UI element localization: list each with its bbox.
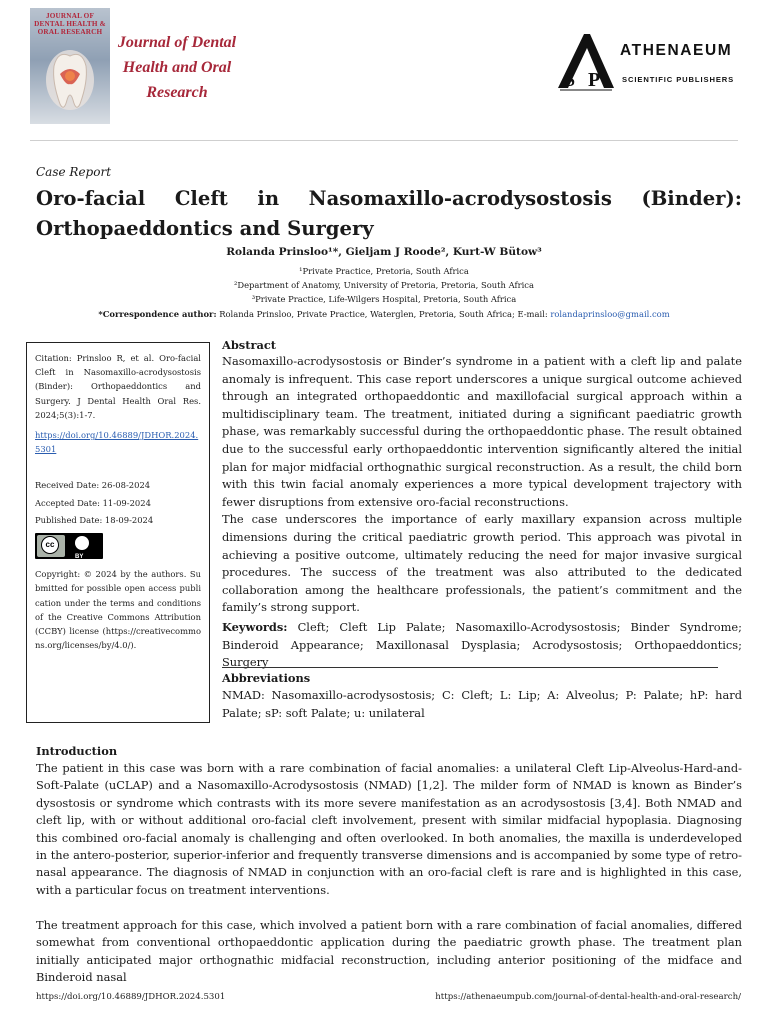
journal-name-line: Journal of Dental <box>117 34 237 51</box>
accepted-date: Accepted Date: 11-09-2024 <box>35 497 151 508</box>
cc-by-label: BY <box>75 554 84 561</box>
correspondence-email-link[interactable]: rolandaprinsloo@gmail.com <box>550 309 670 319</box>
article-title-line: Oro-facial Cleft in Nasomaxillo-acrodysostosis (Binder): <box>36 187 742 210</box>
body-paragraph: The treatment approach for this case, which involved a patient born with a rare combination of facial anomalies, differed somewhat from conventional orthopaeddontic application during the paediatric growth phase. The treatment plan initially anticipated major orthognathic midfacial reconstruction, including anterior positioning of the midface and Binderoid nasal <box>36 918 742 985</box>
received-date: Received Date: 26-08-2024 <box>35 480 151 491</box>
publisher-subtitle: SCIENTIFIC PUBLISHERS <box>622 75 735 84</box>
article-type: Case Report <box>36 165 112 179</box>
author-list: Rolanda Prinsloo¹*, Gieljam J Roode², Kurt-W Bütow³ <box>226 246 542 258</box>
publisher-name: ATHENAEUM <box>620 42 733 59</box>
header-divider <box>30 140 738 141</box>
svg-text:P: P <box>588 69 601 91</box>
cover-title: JOURNAL OF DENTAL HEALTH & ORAL RESEARCH <box>34 12 106 36</box>
abbreviations-text: NMAD: Nasomaxillo-acrodysostosis; C: Cleft; L: Lip; A: Alveolus; P: Palate; hP: hard Palate; sP: soft Palate; u: unilateral <box>222 688 742 720</box>
affiliation: ²Department of Anatomy, University of Pretoria, Pretoria, South Africa <box>234 280 534 290</box>
tooth-illustration <box>30 8 110 124</box>
abstract-body <box>222 353 742 617</box>
abbreviations-divider <box>222 667 718 668</box>
cc-by-badge[interactable] <box>35 533 103 559</box>
article-title-line: Orthopaeddontics and Surgery <box>36 217 374 240</box>
copyright-notice: Copyright: © 2024 by the authors. Submitted for possible open access publication under the terms and conditions of the Creative Commons Attribution (CCBY) license (https://creativecommons.org/licenses/by/4.0/). <box>35 569 201 651</box>
correspondence-text: Rolanda Prinsloo, Private Practice, Waterglen, Pretoria, South Africa; E-mail: <box>216 309 551 319</box>
correspondence-line <box>0 309 768 319</box>
body-paragraph: The patient in this case was born with a rare combination of facial anomalies: a unilateral Cleft Lip-Alveolus-Hard-and-Soft-Palate (uCLAP) and a Nasomaxillo-Acrodysostosis (NMAD) [1,2]. The milder form of NMAD is known as Binder’s dysostosis or syndrome which contrasts with its more severe manifestation as an acrodysostosis [3,4]. Both NMAD and cleft lip, with or without additional oro-facial cleft involvement, present with similar midfacial hypoplasia. Diagnosing this combined oro-facial anomaly is challenging and often overlooked. In both anomalies, the maxilla is underdeveloped in the antero-posterior, superior-inferior and frequently transverse dimensions and is accompanied by some type of retro-nasal appearance. The diagnosis of NMAD in conjunction with an oro-facial cleft is rare and is highlighted in this case, with a particular focus on treatment interventions. <box>36 761 742 897</box>
abstract-paragraph: The case underscores the importance of early maxillary expansion across multiple dimensions during the critical paediatric growth period. This approach was pivotal in achieving a positive outcome, ultimately reducing the need for major invasive surgical procedures. The success of the treatment was also attributed to the dedicated collaboration among the healthcare professionals, the patient’s commitment and the family’s strong support. <box>222 512 742 615</box>
correspondence-label: *Correspondence author: <box>98 309 217 319</box>
svg-text:S: S <box>564 69 576 91</box>
citation-text: Citation: Prinsloo R, et al. Oro-facial Cleft in Nasomaxillo-acrodysostosis (Binder): Orthopaeddontics and Surgery. J Dental Health Oral Res. 2024;5(3):1-7. <box>35 353 201 420</box>
abstract-paragraph: Nasomaxillo-acrodysostosis or Binder’s syndrome in a patient with a cleft lip and palate anomaly is infrequent. This case report underscores a unique surgical outcome achieved through an integrated orthopaeddontic and maxillofacial surgical approach within a multidisciplinary team. The treatment, initiated during a significant paediatric growth phase, was remarkably successful during the orthopaeddontic phase. The result obtained due to the successful early orthopaeddontic intervention significantly altered the initial plan for major midfacial orthognathic surgical reconstruction. As a result, the child born with this twin facial anomaly experiences a more typical development trajectory with fewer disruptions from extensive oro-facial reconstructions. <box>222 354 742 509</box>
journal-name-line: Health and Oral <box>122 59 232 76</box>
introduction-heading: Introduction <box>36 744 118 758</box>
citation-box <box>26 342 210 723</box>
abstract-heading: Abstract <box>222 338 277 352</box>
athenaeum-logo-icon <box>554 30 616 92</box>
journal-cover-image <box>30 8 110 124</box>
doi-link[interactable]: https://doi.org/10.46889/JDHOR.2024.5301 <box>35 430 199 455</box>
cc-icon: cc <box>41 536 59 554</box>
keywords-label: Keywords: <box>222 620 288 634</box>
journal-name-line: Research <box>146 84 208 101</box>
keywords-list: Cleft; Cleft Lip Palate; Nasomaxillo-Acrodysostosis; Binder Syndrome; Binderoid Appearance; Maxillonasal Dysplasia; Acrodysostosis; Orthopaeddontics; Surgery <box>222 620 742 670</box>
article-title <box>36 184 742 244</box>
attribution-person-icon <box>75 536 89 550</box>
keywords <box>222 619 742 672</box>
journal-name <box>112 30 242 105</box>
affiliation: ¹Private Practice, Pretoria, South Africa <box>299 266 469 276</box>
affiliation: ³Private Practice, Life-Wilgers Hospital, Pretoria, South Africa <box>251 294 517 304</box>
footer-url[interactable]: https://athenaeumpub.com/journal-of-dental-health-and-oral-research/ <box>435 992 741 1002</box>
abbreviations-heading: Abbreviations <box>222 671 311 685</box>
published-date: Published Date: 18-09-2024 <box>35 514 154 525</box>
footer-doi[interactable]: https://doi.org/10.46889/JDHOR.2024.5301 <box>36 992 226 1002</box>
